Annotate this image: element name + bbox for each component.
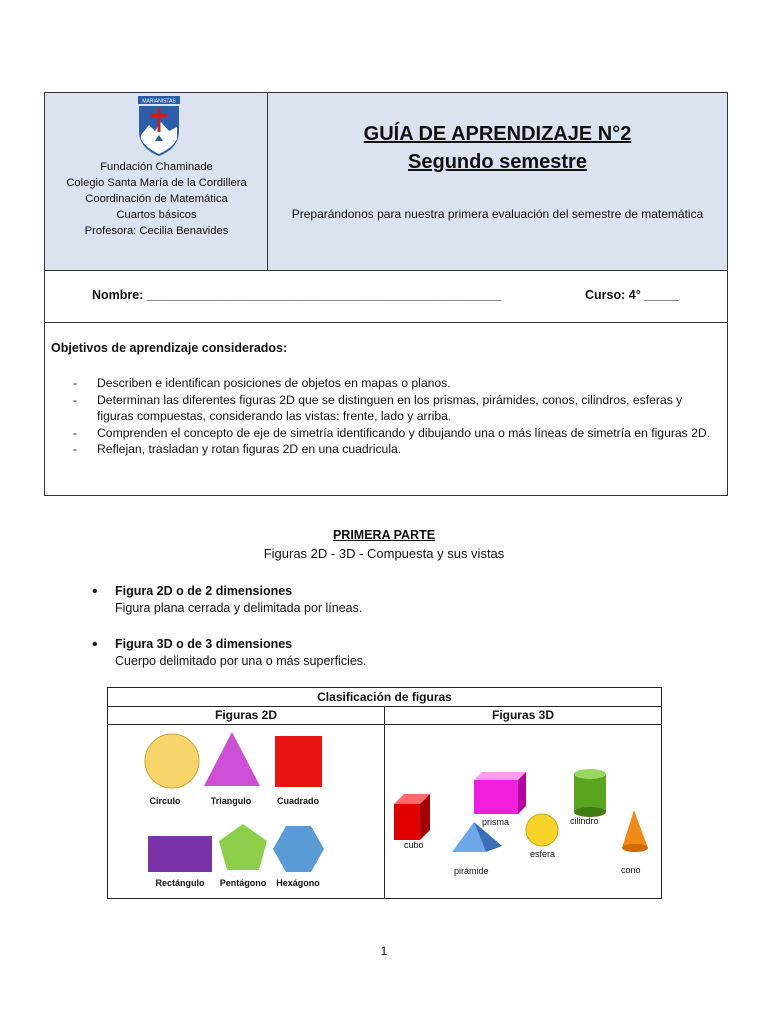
table-title: Clasificación de figuras xyxy=(317,690,452,704)
divider xyxy=(384,706,385,898)
bullet-icon: • xyxy=(92,583,98,600)
shape-label: cubo xyxy=(404,840,424,850)
shape-label: cilindro xyxy=(570,816,599,826)
school-lines xyxy=(45,159,268,239)
shape-label: Hexágono xyxy=(276,878,320,888)
school-line: Coordinación de Matemática xyxy=(85,193,228,205)
objective-item: - Comprenden el concepto de eje de simetría identificando y dibujando una o más líneas de simetría en figuras 2D. xyxy=(51,425,721,442)
definition-term: Figura 2D o de 2 dimensiones xyxy=(115,584,293,598)
header-block xyxy=(44,92,728,496)
school-line: Fundación Chaminade xyxy=(100,161,213,173)
guide-title-cell xyxy=(268,93,727,270)
column-header-2d: Figuras 2D xyxy=(214,708,277,722)
page-number: 1 xyxy=(380,944,388,958)
cube-shape xyxy=(394,794,430,840)
section-subtitle: Figuras 2D - 3D - Compuesta y sus vistas xyxy=(263,546,505,561)
shape-label: Cuadrado xyxy=(276,796,319,806)
course-field[interactable]: Curso: 4° _____ xyxy=(585,288,679,302)
hexagon-shape xyxy=(273,826,324,872)
school-line: Colegio Santa María de la Cordillera xyxy=(66,177,247,189)
shapes-3d-illustration xyxy=(390,766,658,878)
school-line: Profesora: Cecilia Benavides xyxy=(84,225,229,237)
cone-shape xyxy=(622,810,648,852)
shapes-2d-illustration xyxy=(138,728,378,888)
guide-title: GUÍA DE APRENDIZAJE N°2 xyxy=(363,123,632,145)
section-title: PRIMERA PARTE xyxy=(332,528,436,542)
column-header-3d: Figuras 3D xyxy=(491,708,554,722)
shape-label: pirámide xyxy=(454,866,489,876)
square-shape xyxy=(275,736,322,787)
school-info-cell xyxy=(45,93,268,270)
shape-label: prisma xyxy=(482,817,510,827)
divider xyxy=(45,270,727,271)
crest-text: MARIANISTAS xyxy=(142,98,176,105)
circle-shape xyxy=(145,734,199,788)
classification-table xyxy=(107,687,662,899)
objective-item: - Reflejan, trasladan y rotan figuras 2D en una cuadricula. xyxy=(51,441,721,458)
objective-item: - Describen e identifican posiciones de objetos en mapas o planos. xyxy=(51,375,721,392)
sphere-shape xyxy=(526,814,558,846)
shape-label: esfera xyxy=(530,849,556,859)
objectives-list xyxy=(51,375,721,458)
name-field[interactable]: Nombre: ___________________________________________________ xyxy=(92,288,502,302)
school-line: Cuartos básicos xyxy=(116,209,197,221)
shape-label: cono xyxy=(621,865,641,875)
shape-label: Pentágono xyxy=(219,878,267,888)
rectangle-shape xyxy=(148,836,212,872)
definition-term: Figura 3D o de 3 dimensiones xyxy=(115,637,293,651)
definition-text: Figura plana cerrada y delimitada por líneas. xyxy=(115,601,363,615)
divider xyxy=(45,322,727,323)
school-crest-icon xyxy=(137,95,181,157)
bullet-icon: • xyxy=(92,636,98,653)
guide-subtitle: Segundo semestre xyxy=(408,151,587,173)
shape-label: Rectángulo xyxy=(155,878,205,888)
pentagon-shape xyxy=(219,824,267,870)
objectives-heading: Objetivos de aprendizaje considerados: xyxy=(51,341,288,355)
guide-description: Preparándonos para nuestra primera evaluación del semestre de matemática xyxy=(291,207,704,221)
shape-label: Circulo xyxy=(149,796,181,806)
cylinder-shape xyxy=(574,769,606,817)
triangle-shape xyxy=(204,732,260,786)
shape-label: Triangulo xyxy=(210,796,252,806)
prism-shape xyxy=(474,772,526,814)
definition-text: Cuerpo delimitado por una o más superficies. xyxy=(115,654,367,668)
objective-item: - Determinan las diferentes figuras 2D que se distinguen en los prismas, pirámides, conos, cilindros, esferas y figuras compuestas, considerando las vistas: frente, lado y arriba. xyxy=(51,392,721,425)
